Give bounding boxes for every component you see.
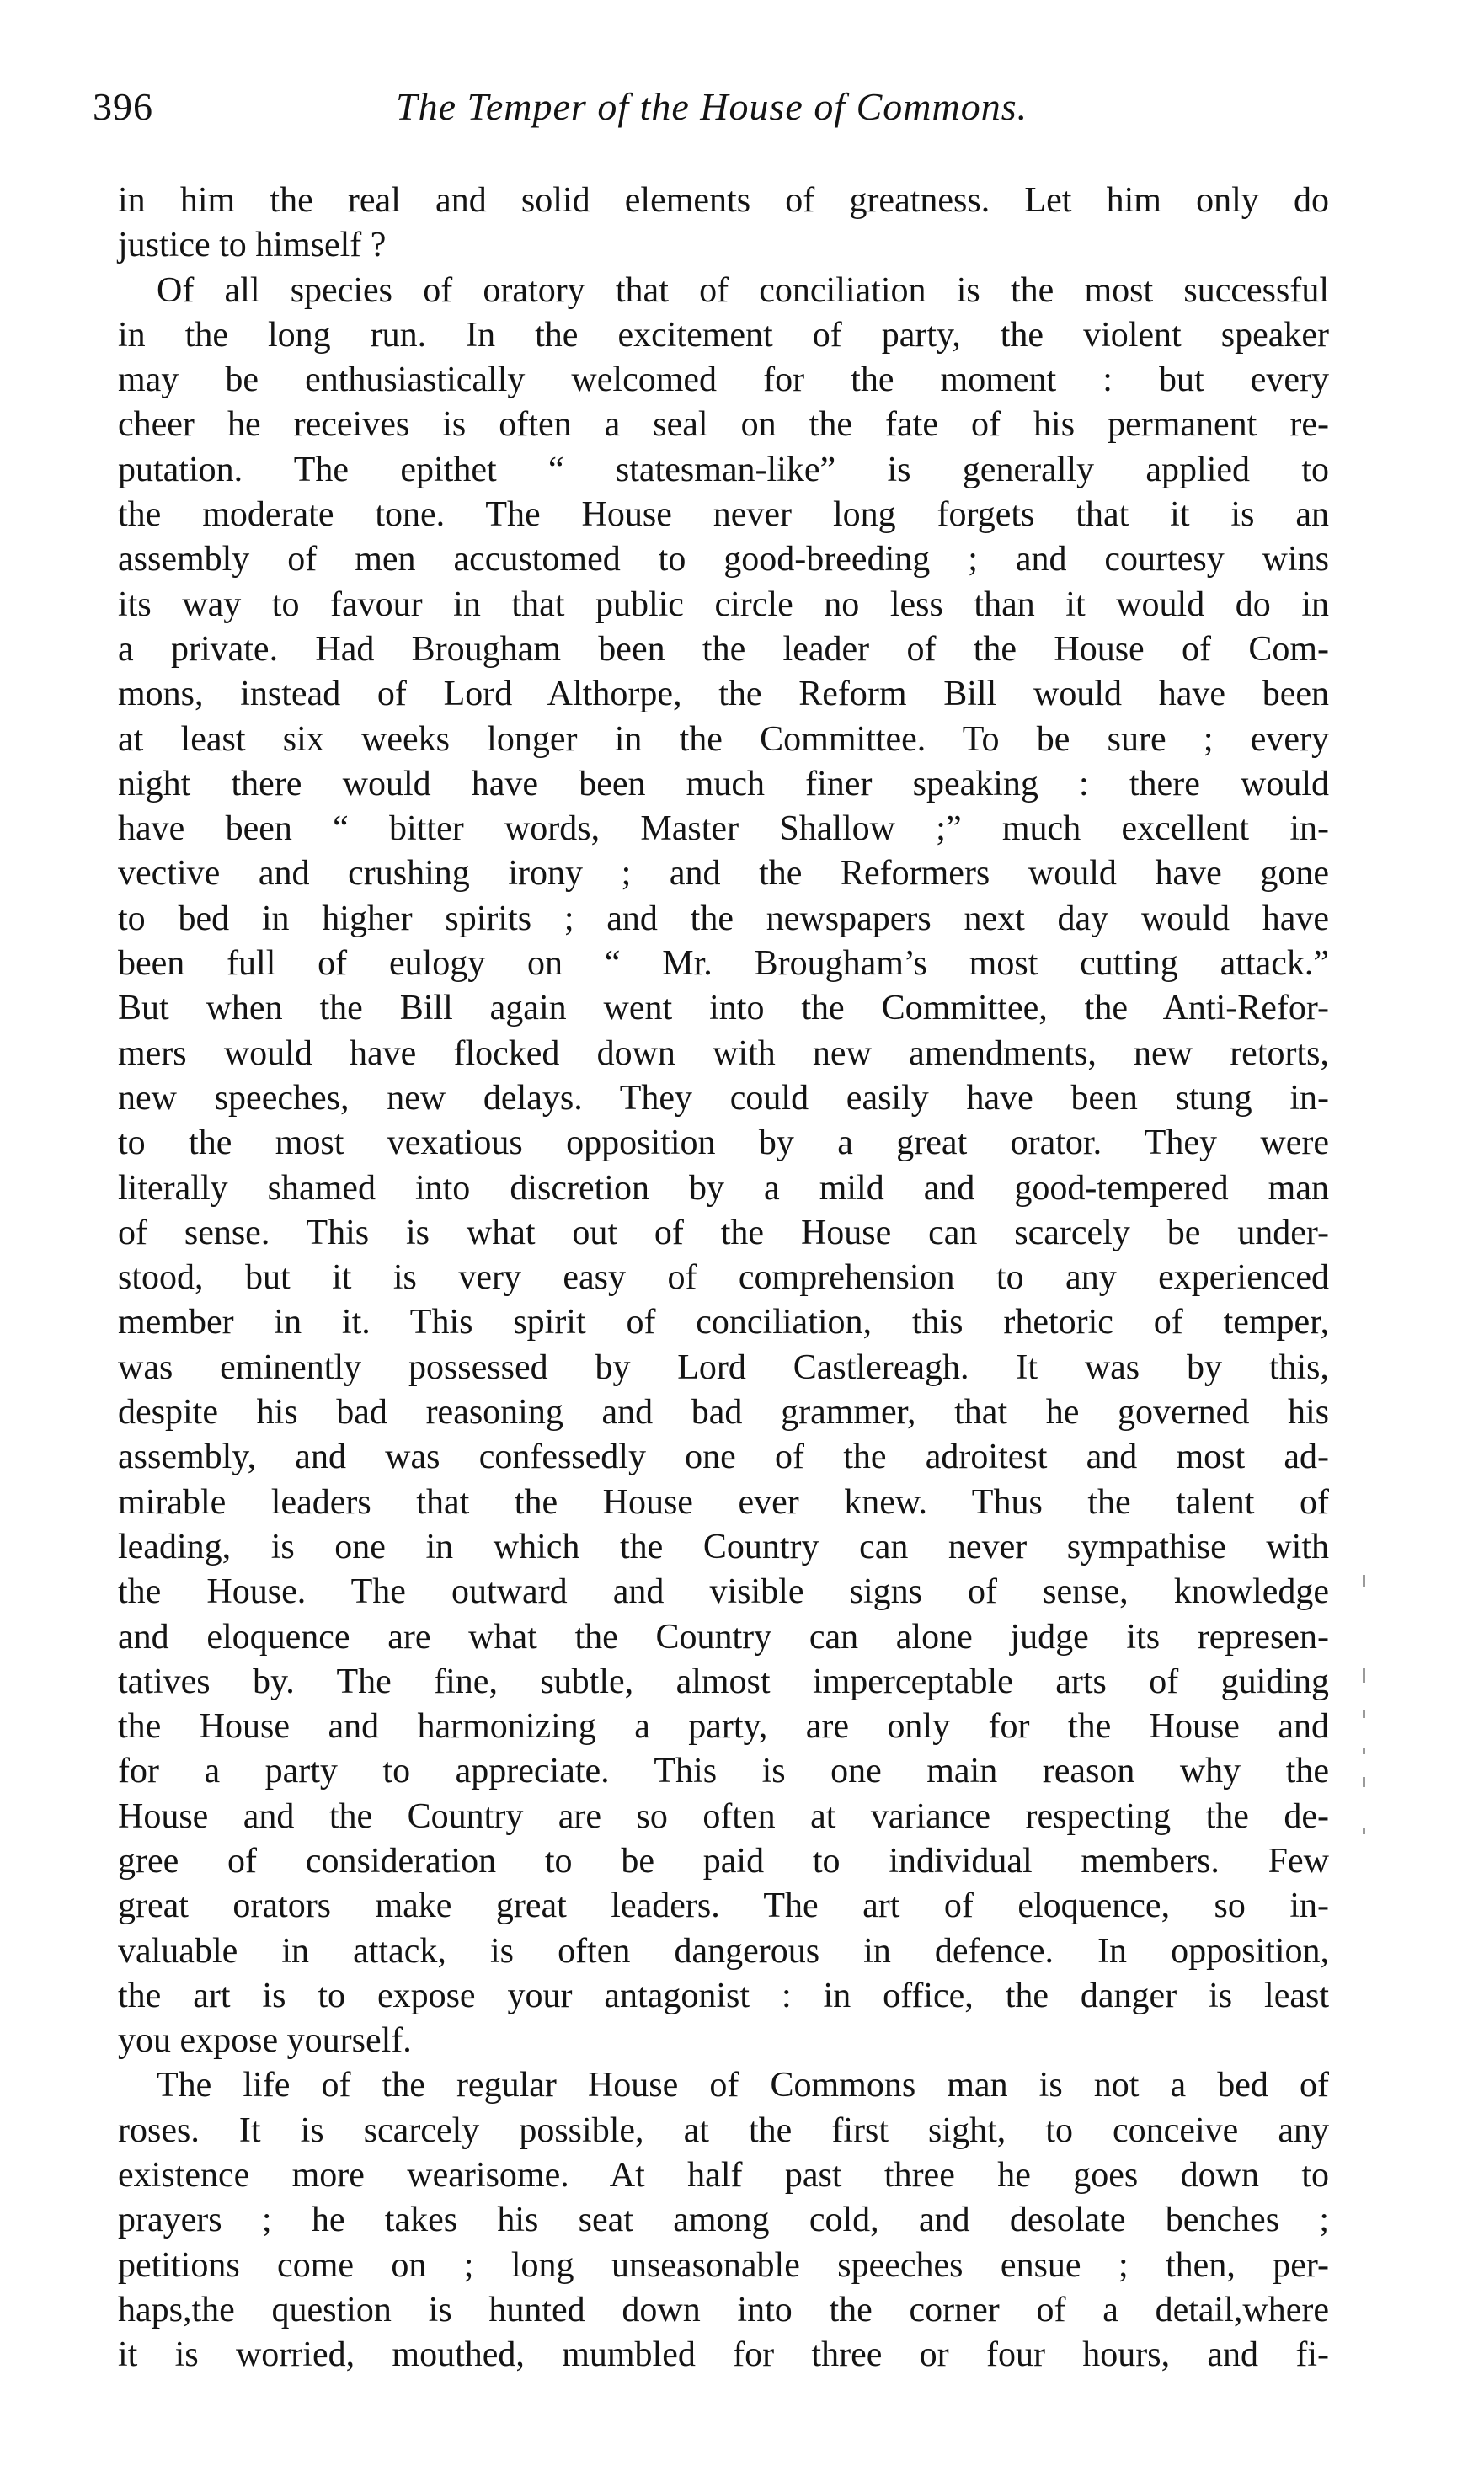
text-line: have been “ bitter words, Master Shallow ;” much excellent in- — [118, 809, 1329, 849]
scan-speck — [1363, 1575, 1365, 1587]
text-line: vective and crushing irony ; and the Reformers would have gone — [118, 854, 1329, 894]
text-line: to the most vexatious opposition by a great orator. They were — [118, 1123, 1329, 1163]
text-line: at least six weeks longer in the Committee. To be sure ; every — [118, 719, 1329, 759]
text-line: valuable in attack, is often dangerous in defence. In opposition, — [118, 1931, 1329, 1971]
text-line: you expose yourself. — [118, 2021, 412, 2061]
text-line: But when the Bill again went into the Committee, the Anti-Refor- — [118, 989, 1329, 1028]
text-line: putation. The epithet “ statesman-like” is generally applied to — [118, 450, 1329, 489]
text-line: new speeches, new delays. They could easily have been stung in- — [118, 1078, 1329, 1118]
text-line: mers would have flocked down with new amendments, new retorts, — [118, 1033, 1329, 1073]
text-line: the House and harmonizing a party, are only for the House and — [118, 1707, 1329, 1747]
text-line: in the long run. In the excitement of party, the violent speaker — [118, 315, 1329, 355]
scan-speck — [1363, 1748, 1365, 1754]
text-line: was eminently possessed by Lord Castlereagh. It was by this, — [118, 1347, 1329, 1387]
text-line: House and the Country are so often at variance respecting the de- — [118, 1796, 1329, 1836]
text-line: petitions come on ; long unseasonable speeches ensue ; then, per- — [118, 2245, 1329, 2285]
page-header — [93, 84, 1322, 143]
text-line: a private. Had Brougham been the leader of the House of Com- — [118, 629, 1329, 669]
text-line: its way to favour in that public circle no less than it would do in — [118, 584, 1329, 624]
text-line: assembly, and was confessedly one of the adroitest and most ad- — [118, 1438, 1329, 1477]
text-line: justice to himself ? — [118, 226, 387, 265]
text-line: tatives by. The fine, subtle, almost imperceptable arts of guiding — [118, 1662, 1329, 1701]
text-line: mirable leaders that the House ever knew. Thus the talent of — [118, 1482, 1329, 1522]
text-line: may be enthusiastically welcomed for the moment : but every — [118, 360, 1329, 400]
text-line: despite his bad reasoning and bad grammer, that he governed his — [118, 1393, 1329, 1433]
body-text — [118, 179, 1329, 2378]
text-line: in him the real and solid elements of greatness. Let him only do — [118, 181, 1329, 220]
text-line: roses. It is scarcely possible, at the first sight, to conceive any — [118, 2110, 1329, 2150]
text-line: the moderate tone. The House never long forgets that it is an — [118, 495, 1329, 535]
paragraph-first-line: The life of the regular House of Commons man is not a bed of — [157, 2066, 1329, 2105]
page-number: 396 — [93, 85, 153, 128]
text-line: member in it. This spirit of conciliation, this rhetoric of temper, — [118, 1303, 1329, 1342]
text-line: literally shamed into discretion by a mild and good-tempered man — [118, 1168, 1329, 1208]
text-line: for a party to appreciate. This is one main reason why the — [118, 1752, 1329, 1791]
running-title: The Temper of the House of Commons. — [396, 85, 1028, 128]
scan-speck — [1363, 1828, 1365, 1834]
text-line: mons, instead of Lord Althorpe, the Reform Bill would have been — [118, 675, 1329, 714]
text-line: it is worried, mouthed, mumbled for three or four hours, and fi- — [118, 2335, 1329, 2375]
text-line: assembly of men accustomed to good-breeding ; and courtesy wins — [118, 540, 1329, 579]
text-line: to bed in higher spirits ; and the newspapers next day would have — [118, 899, 1329, 938]
text-line: prayers ; he takes his seat among cold, and desolate benches ; — [118, 2201, 1329, 2240]
text-line: gree of consideration to be paid to individual members. Few — [118, 1841, 1329, 1881]
scan-speck — [1363, 1668, 1365, 1683]
text-line: night there would have been much finer speaking : there would — [118, 764, 1329, 803]
paragraph-first-line: Of all species of oratory that of conciliation is the most successful — [157, 270, 1329, 310]
text-line: cheer he receives is often a seal on the fate of his permanent re- — [118, 405, 1329, 445]
text-line: of sense. This is what out of the House can scarcely be under- — [118, 1213, 1329, 1252]
text-line: existence more wearisome. At half past three he goes down to — [118, 2156, 1329, 2196]
text-line: leading, is one in which the Country can never sympathise with — [118, 1527, 1329, 1566]
text-line: and eloquence are what the Country can alone judge its represen- — [118, 1617, 1329, 1657]
scan-speck — [1363, 1777, 1365, 1787]
scan-speck — [1363, 1710, 1365, 1718]
text-line: stood, but it is very easy of comprehension to any experienced — [118, 1258, 1329, 1298]
text-line: the art is to expose your antagonist : in office, the danger is least — [118, 1976, 1329, 2015]
text-line: haps,the question is hunted down into the corner of a detail,where — [118, 2290, 1329, 2329]
text-line: great orators make great leaders. The art of eloquence, so in- — [118, 1886, 1329, 1926]
scan-margin-specks — [1363, 1575, 1368, 1844]
text-line: been full of eulogy on “ Mr. Brougham’s most cutting attack.” — [118, 944, 1329, 984]
text-line: the House. The outward and visible signs of sense, knowledge — [118, 1572, 1329, 1612]
